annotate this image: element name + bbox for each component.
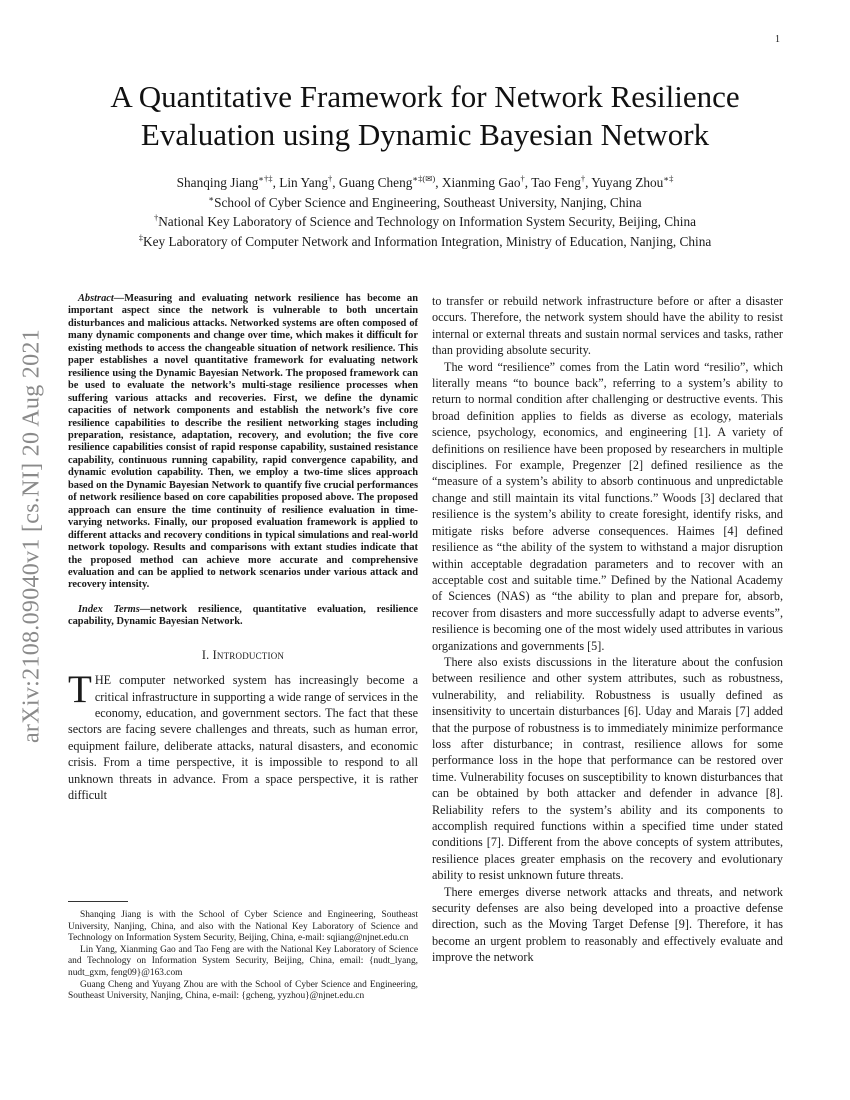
author-marks: ∗‡(✉)	[412, 173, 436, 184]
author-marks: †	[580, 173, 586, 184]
arxiv-stamp-text: arXiv:2108.09040v1 [cs.NI] 20 Aug 2021	[18, 328, 45, 744]
index-terms-label: Index Terms	[78, 603, 140, 615]
author-name: Lin Yang	[279, 175, 328, 190]
paper-title: A Quantitative Framework for Network Resilience Evaluation using Dynamic Bayesian Network	[110, 79, 740, 152]
body-paragraph: There also exists discussions in the literature about the confusion between resilience and other system attributes, such as robustness, vulnerability, and reliability. Robustness is usually defined as insensitivity to uncertain disturbances [6]. Uday and Marais [7] added that the purpose of robustness is to immediately minimize performance loss after disturbance; in contrast, resilience allows for some performance loss in the hope that performance can be restored over time. Vulnerability focuses on susceptibility to known disturbances that can be obtained by both attacker and defender in advance [8]. Reliability refers to the system’s ability and its components to accomplish required functions within a specified time under stated conditions [7]. Different from the above concepts of system attributes, resilience places greater emphasis on the recovery and evolutionary ability to resist unknown future threats.	[432, 654, 783, 883]
abstract-label: Abstract	[78, 293, 114, 304]
abstract-text: —Measuring and evaluating network resilience has become an important aspect since the network is vulnerable to both uncertain disturbances and malicious attacks. Networked systems are often composed of many dynamic components and change over time, which makes it difficult for existing methods to access the changeable situation of network resilience. This paper establishes a novel quantitative framework for evaluating network resilience using the Dynamic Bayesian Network. The proposed framework can be used to evaluate the network’s multi-stage resilience processes when suffering various attacks and recoveries. First, we define the dynamic capacities of network components and establish the network’s five core resilience capabilities to describe the resilient networking stages including preparation, resistance, adaptation, recovery, and evolution; the five core resilience capabilities consist of rapid response capability, sustained resistance capability, continuous running capability, rapid convergence capability, and dynamic evolution capability. Then, we employ a two-time slices approach based on the Dynamic Bayesian Network to quantify five crucial performances of network resilience based on core capabilities proposed above. The proposed approach can ensure the time continuity of resilience evaluation in time-varying networks. Finally, our proposed evaluation framework is applied to different attacks and recovery conditions in typical simulations and real-world network topology. Results and comparisons with extant studies indicate that the proposed method can achieve more accurate and comprehensive evaluation and can be applied to network scenarios under various attack and recovery intensity.	[68, 293, 418, 591]
footnote: Shanqing Jiang is with the School of Cyber Science and Engineering, Southeast University, Nanjing, China, and also with the National Key Laboratory of Science and Technology on Information System Security, Beijing, China, e-mail: sqjiang@njnet.edu.cn	[68, 910, 418, 944]
body-paragraph: There emerges diverse network attacks and threats, and network security defenses are also being developed into a proactive defense direction, such as the Moving Target Defense [9]. Therefore, it has become an urgent problem to reasonably and effectively evaluate and improve the network	[432, 884, 783, 965]
author-name: Shanqing Jiang	[176, 175, 259, 190]
left-column	[68, 293, 418, 803]
body-paragraph: The word “resilience” comes from the Latin word “resilio”, which literally means “to bounce back”, referring to a system’s ability to return to normal condition after challenging or destructive events. This broad definition applies to fields as diverse as ecology, materials science, psychology, economics, and engineering [1]. A variety of definitions on resilience have been proposed by researchers in multiple disciplines. For example, Pregenzer [2] defined resilience as the “measure of a system’s ability to absorb continuous and unpredictable change and still maintain its vital functions.” Woods [3] declared that resilience is the system’s ability to create foresight, identify risks, and mitigate risks before adverse consequences. Haimes [4] defined resilience as “the ability of the system to withstand a major disruption within acceptable degradation parameters and to recover with an acceptable cost and suitable time.” Defined by the National Academy of Sciences (NAS) as “the ability to plan and prepare for, absorb, recover from disasters and more successfully adapt to adverse events”, resilience is becoming one of the most widely used attributes in various organizations and governments [5].	[432, 359, 783, 653]
footnote: Lin Yang, Xianming Gao and Tao Feng are with the National Key Laboratory of Science and Technology on Information System Security, Beijing, China, email: {nudt_lyang, nudt_gxm, feng09}@163.com	[68, 944, 418, 978]
intro-paragraph: THE computer networked system has increasingly become a critical infrastructure in supporting a wide range of services in the economy, education, and government sectors. The fact that these sectors are facing severe challenges and threats, such as human error, equipment failure, deliberate attacks, natural disasters, and economic crisis. From a time perspective, it is impossible to respond to all unknown threats in advance. From a space perspective, it is rather difficult	[68, 668, 418, 803]
footnote: Guang Cheng and Yuyang Zhou are with the School of Cyber Science and Engineering, Southeast University, Nanjing, China, e-mail: {gcheng, yyzhou}@njnet.edu.cn	[68, 979, 418, 1002]
section-title: Introduction	[212, 647, 285, 662]
affiliation: ‡Key Laboratory of Computer Network and Information Integration, Ministry of Education, Nanjing, China	[138, 232, 712, 249]
author-name: Guang Cheng	[338, 175, 413, 190]
author-name: Yuyang Zhou	[591, 175, 664, 190]
author-name: Xianming Gao	[441, 175, 521, 190]
section-heading: I. Introduction	[201, 647, 285, 662]
author-block	[40, 173, 810, 251]
right-column	[432, 293, 783, 966]
index-terms-text: —network resilience, quantitative evaluation, resilience capability, Dynamic Bayesian Network.	[68, 603, 418, 628]
body-paragraph: to transfer or rebuild network infrastructure before or after a disaster occurs. Therefore, the network system should have the ability to resist internal or external threats and sustain normal services and tasks, rather than providing absolute security.	[432, 294, 783, 358]
footnotes	[68, 910, 418, 1003]
author-name: Tao Feng	[531, 175, 581, 190]
footnote-rule	[68, 901, 128, 902]
page-number: 1	[775, 34, 780, 45]
author-list: Shanqing Jiang∗†‡, Lin Yang†, Guang Cheng∗‡(✉), Xianming Gao†, Tao Feng†, Yuyang Zhou∗‡	[176, 173, 674, 190]
abstract	[68, 293, 418, 592]
affiliation: †National Key Laboratory of Science and Technology on Information System Security, Beijing, China	[153, 212, 697, 229]
drop-cap: T	[68, 668, 92, 712]
author-marks: ∗†‡	[258, 173, 273, 184]
index-terms	[68, 604, 418, 629]
author-marks: †	[327, 173, 333, 184]
author-marks: ∗‡	[663, 173, 674, 184]
arxiv-stamp	[10, 296, 54, 776]
author-marks: †	[520, 173, 525, 184]
affiliation: ∗School of Cyber Science and Engineering, Southeast University, Nanjing, China	[208, 193, 642, 210]
